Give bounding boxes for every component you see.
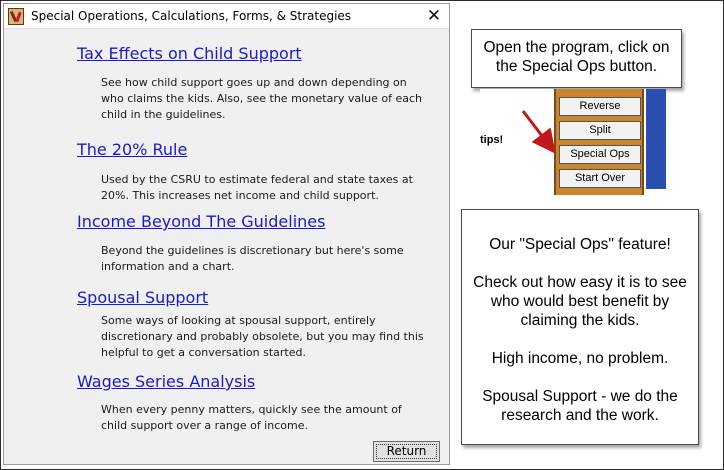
callout-open-program: Open the program, click on the Special Ops button. (471, 29, 682, 88)
feature-line-4: Spousal Support - we do the research and the work. (482, 388, 678, 424)
reverse-button: Reverse (559, 97, 641, 116)
special-ops-dialog (3, 3, 450, 465)
spousal-support-description: Some ways of looking at spousal support, entirely discretionary and probably obsolete, but you may find this helpful to get a conversation started. (101, 314, 424, 359)
tax-effects-description: See how child support goes up and down depending on who claims the kids. Also, see the monetary value of each child in the guidelines. (101, 76, 423, 121)
income-beyond-guidelines-description: Beyond the guidelines is discretionary but here's some information and a chart. (101, 244, 404, 273)
start-over-button: Start Over (559, 169, 641, 188)
return-button[interactable]: Return (373, 441, 440, 462)
income-beyond-guidelines-link[interactable]: Income Beyond The Guidelines (77, 212, 326, 231)
feature-line-2: Check out how easy it is to see who would best benefit by claiming the kids. (473, 274, 687, 329)
twenty-percent-rule-description: Used by the CSRU to estimate federal and state taxes at 20%. This increases net income and child support. (101, 173, 413, 202)
red-arrow-icon (480, 89, 666, 195)
tax-effects-link[interactable]: Tax Effects on Child Support (77, 44, 302, 63)
window-title: Special Operations, Calculations, Forms, & Strategies (31, 9, 352, 23)
title-bar (4, 4, 449, 29)
split-button: Split (559, 121, 641, 140)
app-icon (8, 8, 24, 25)
close-icon[interactable]: ✕ (426, 6, 442, 26)
callout-special-ops-feature (461, 209, 699, 445)
twenty-percent-rule-link[interactable]: The 20% Rule (77, 140, 188, 159)
toolbar-snippet (480, 89, 666, 195)
feature-line-1: Our "Special Ops" feature! (489, 236, 671, 253)
feature-line-3: High income, no problem. (491, 350, 669, 367)
wages-series-analysis-description: When every penny matters, quickly see the amount of child support over a range of income. (101, 403, 402, 432)
special-ops-button: Special Ops (559, 145, 641, 164)
tips-label: tips! (480, 134, 504, 146)
wages-series-analysis-link[interactable]: Wages Series Analysis (77, 372, 256, 391)
spousal-support-link[interactable]: Spousal Support (77, 288, 209, 307)
